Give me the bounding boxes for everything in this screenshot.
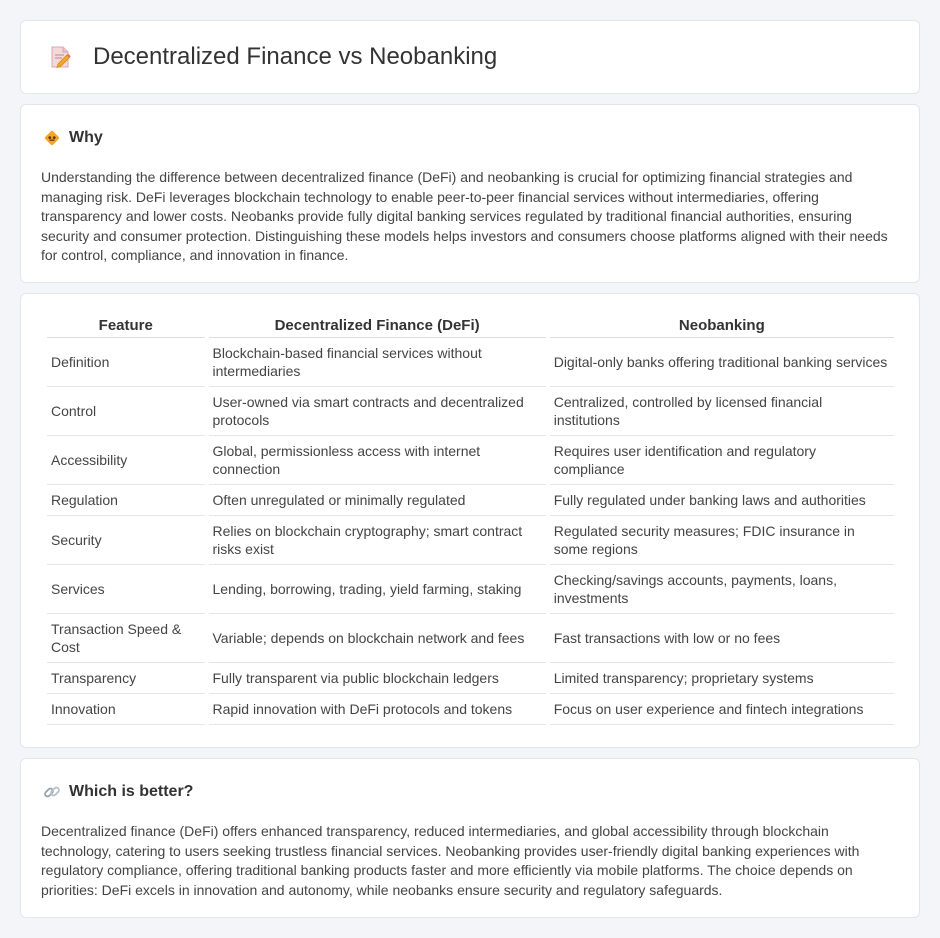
why-header [21,105,919,147]
cell-defi: Variable; depends on blockchain network and fees [209,614,546,663]
table-row [47,614,894,663]
cell-feature: Control [47,387,205,436]
why-text: Understanding the difference between decentralized finance (DeFi) and neobanking is crucial for optimizing financial strategies and managing risk. DeFi leverages blockchain technology to enable peer-to-peer financial services without intermediaries, offering transparency and lower costs. Neobanks provide fully digital banking services regulated by traditional financial authorities, ensuring security and consumer protection. Distinguishing these models helps investors and consumers choose platforms aligned with their needs for control, compliance, and innovation in finance. [41,169,888,264]
table-row [47,516,894,565]
cell-feature: Accessibility [47,436,205,485]
table-row [47,436,894,485]
title-card [20,20,920,94]
cell-neo: Regulated security measures; FDIC insurance in some regions [550,516,894,565]
cell-neo: Limited transparency; proprietary systems [550,663,894,694]
table-row [47,663,894,694]
cell-defi: Lending, borrowing, trading, yield farming, staking [209,565,546,614]
cell-defi: Global, permissionless access with internet connection [209,436,546,485]
cell-neo: Fully regulated under banking laws and authorities [550,485,894,516]
cell-feature: Services [47,565,205,614]
cell-feature: Definition [47,338,205,387]
cell-feature: Transparency [47,663,205,694]
warning-sign-icon [43,129,61,147]
header-neobanking: Neobanking [550,316,894,338]
cell-neo: Digital-only banks offering traditional banking services [550,338,894,387]
cell-defi: Relies on blockchain cryptography; smart contract risks exist [209,516,546,565]
cell-feature: Innovation [47,694,205,725]
cell-neo: Centralized, controlled by licensed financial institutions [550,387,894,436]
why-title: Why [69,129,103,146]
comparison-table [43,316,898,725]
better-text: Decentralized finance (DeFi) offers enhanced transparency, reduced intermediaries, and global accessibility through blockchain technology, catering to users seeking trustless financial services. Neobanking provides user-friendly digital banking experiences with regulatory compliance, offering traditional banking products faster and more efficiently via mobile platforms. The choice depends on priorities: DeFi excels in innovation and autonomy, while neobanks ensure security and regulatory safeguards. [41,823,860,898]
cell-neo: Requires user identification and regulatory compliance [550,436,894,485]
cell-neo: Fast transactions with low or no fees [550,614,894,663]
cell-defi: User-owned via smart contracts and decentralized protocols [209,387,546,436]
cell-defi: Rapid innovation with DeFi protocols and tokens [209,694,546,725]
table-row [47,338,894,387]
header-feature: Feature [47,316,205,338]
cell-defi: Often unregulated or minimally regulated [209,485,546,516]
page-title: Decentralized Finance vs Neobanking [93,43,498,70]
title-row [21,21,919,93]
table-header-row [47,316,894,338]
cell-neo: Checking/savings accounts, payments, loans, investments [550,565,894,614]
cell-feature: Transaction Speed & Cost [47,614,205,663]
cell-defi: Fully transparent via public blockchain ledgers [209,663,546,694]
cell-feature: Security [47,516,205,565]
cell-feature: Regulation [47,485,205,516]
better-header [21,759,919,801]
link-icon [43,783,61,801]
table-row [47,565,894,614]
comparison-card [20,293,920,748]
cell-neo: Focus on user experience and fintech integrations [550,694,894,725]
header-defi: Decentralized Finance (DeFi) [209,316,546,338]
table-row [47,485,894,516]
better-title: Which is better? [69,783,194,800]
cell-defi: Blockchain-based financial services without intermediaries [209,338,546,387]
table-row [47,387,894,436]
why-card [20,104,920,283]
which-is-better-card [20,758,920,918]
document-pencil-icon [47,44,73,70]
table-row [47,694,894,725]
